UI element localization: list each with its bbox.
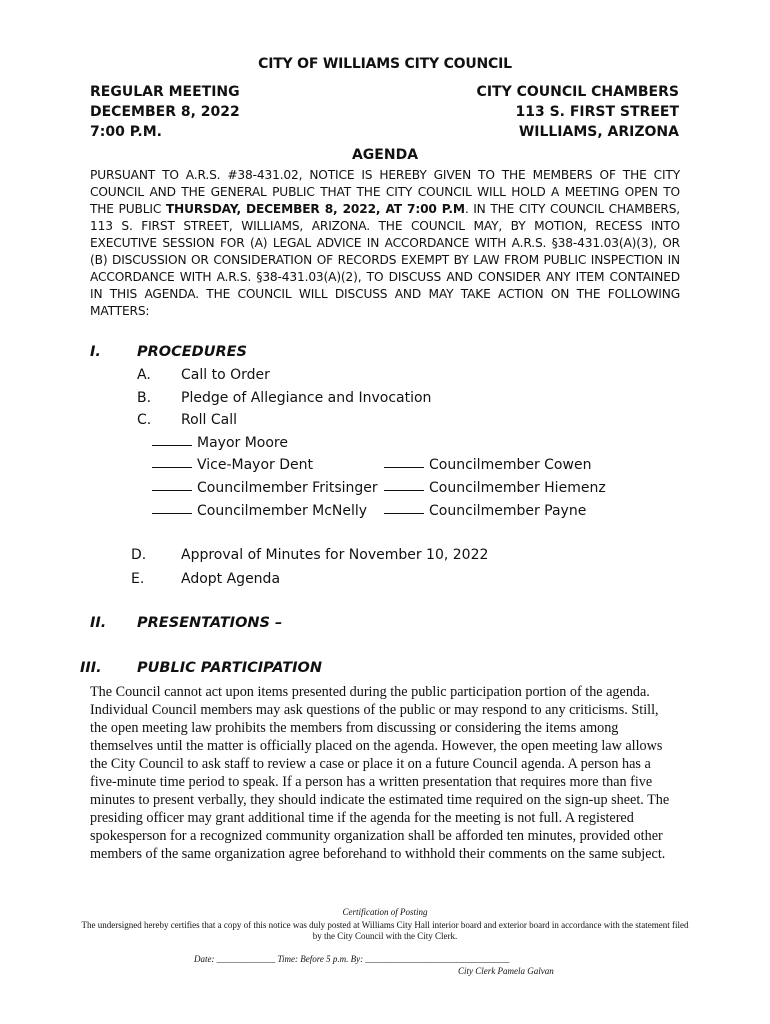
attendance-blank [152,490,192,491]
attendance-blank [152,445,192,446]
meeting-time: 7:00 P.M. [90,124,162,140]
roll-call-entry [152,480,378,496]
agenda-heading: AGENDA [351,147,419,163]
notice-date-emphasis: THURSDAY, DECEMBER 8, 2022, AT 7:00 P.M [165,202,465,216]
roll-call-name: Mayor Moore [197,435,288,451]
section-number-public: III. [80,660,102,676]
attendance-blank [384,490,424,491]
item-pledge: Pledge of Allegiance and Invocation [181,390,432,406]
location-city: WILLIAMS, ARIZONA [518,124,679,140]
section-title-public: PUBLIC PARTICIPATION [137,660,323,676]
public-participation-text: The Council cannot act upon items presented during the public participation portion of the agenda. Individual Council members may ask questions of the public or may respond to any criticisms. Still, the open meeting law prohibits the members from discussing or considering the items among themselves until the matter is officially placed on the agenda. However, the open meeting law allows the City Council to ask staff to review a case or place it on a future Council agenda. A person has a five-minute time period to speak. If a person has a written presentation that requires more than five minutes to present verbally, they should indicate the estimated time required on the sign-up sheet. The presiding officer may grant additional time if the agenda for the meeting is not full. A registered spokesperson for a recognized community organization shall be afforded ten minutes, provided other members of the same organization agree beforehand to withhold their comments on the same subject. [90,684,670,862]
item-approval-minutes: Approval of Minutes for November 10, 2022 [181,547,489,563]
signature-line: Date: _____________ Time: Before 5 p.m. By: ________________________________ [194,954,510,964]
notice-text-part1: PURSUANT TO A.R.S. #38-431.02, NOTICE IS HEREBY GIVEN TO THE MEMBERS OF THE CITY COUNCIL AND THE GENERAL PUBLIC THAT THE CITY COUNCIL WILL HOLD A MEETING OPEN TO THE PUBLIC [90,168,680,216]
item-letter-a: A. [137,367,151,383]
certification-title: Certification of Posting [342,907,428,917]
item-letter-b: B. [137,390,152,406]
item-adopt-agenda: Adopt Agenda [181,571,281,587]
item-letter-d: D. [131,547,147,563]
meeting-location [477,82,679,142]
roll-call-entry [152,457,313,473]
meeting-info [90,82,240,142]
roll-call-name: Councilmember McNelly [197,503,368,519]
roll-call-name: Councilmember Fritsinger [197,480,378,496]
attendance-blank [384,513,424,514]
section-number-procedures: I. [90,344,101,360]
roll-call-entry [384,480,606,496]
notice-text-part2: . IN THE CITY COUNCIL CHAMBERS, 113 S. FIRST STREET, WILLIAMS, ARIZONA. THE COUNCIL MAY, BY MOTION, RECESS INTO EXECUTIVE SESSION FOR (A) LEGAL ADVICE IN ACCORDANCE WITH A.R.S. §38-431.03(A)(3), OR (B) DISCUSSION OR CONSIDERATION OF RECORDS EXEMPT BY LAW FROM PUBLIC INSPECTION IN ACCORDANCE WITH A.R.S. §38-431.03(A)(2), TO DISCUSS AND CONSIDER ANY ITEM CONTAINED IN THIS AGENDA. THE COUNCIL WILL DISCUSS AND MAY TAKE ACTION ON THE FOLLOWING MATTERS: [90,202,681,318]
location-street: 113 S. FIRST STREET [515,104,679,120]
section-title-procedures: PROCEDURES [137,344,247,360]
location-venue: CITY COUNCIL CHAMBERS [476,84,679,100]
document-title: CITY OF WILLIAMS CITY COUNCIL [258,56,512,72]
item-roll-call: Roll Call [181,412,238,428]
meeting-date: DECEMBER 8, 2022 [90,104,240,120]
item-letter-c: C. [137,412,152,428]
attendance-blank [384,467,424,468]
attendance-blank [152,513,192,514]
meeting-notice [90,167,680,320]
roll-call-name: Vice-Mayor Dent [197,457,313,473]
meeting-type: REGULAR MEETING [90,84,240,100]
roll-call-entry [384,457,591,473]
roll-call-entry [384,503,586,519]
section-title-presentations: PRESENTATIONS – [137,615,283,631]
certification-body: The undersigned hereby certifies that a copy of this notice was duly posted at Williams City Hall interior board and exterior board in accordance with the statement filed by the City Council with the City Clerk. [81,920,689,941]
roll-call-entry [152,435,288,451]
roll-call-name: Councilmember Hiemenz [429,480,606,496]
section-number-presentations: II. [90,615,107,631]
roll-call-name: Councilmember Cowen [429,457,592,473]
item-call-to-order: Call to Order [181,367,270,383]
roll-call-name: Councilmember Payne [429,503,587,519]
attendance-blank [152,467,192,468]
clerk-name: City Clerk Pamela Galvan [458,966,554,976]
item-letter-e: E. [131,571,145,587]
roll-call-entry [152,503,367,519]
